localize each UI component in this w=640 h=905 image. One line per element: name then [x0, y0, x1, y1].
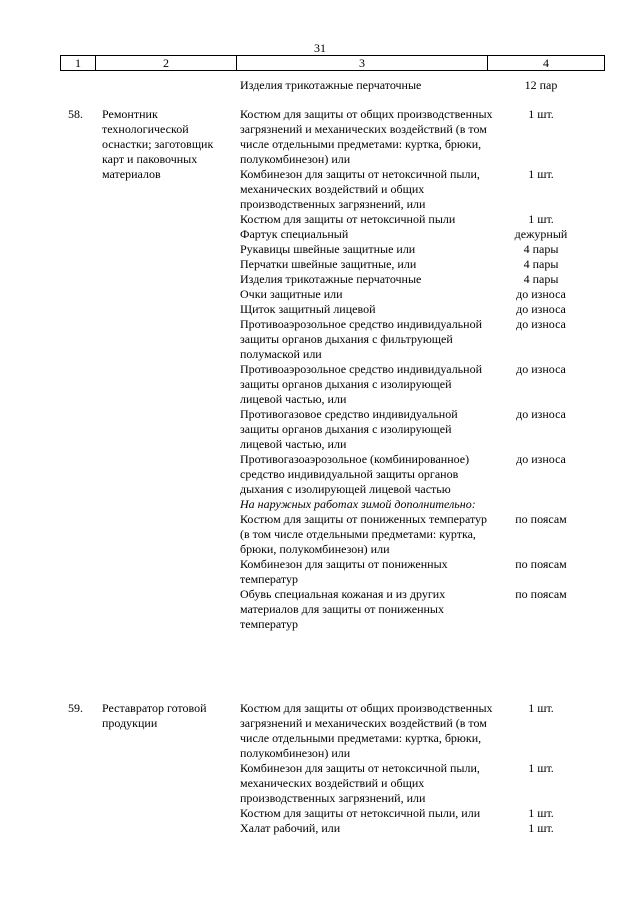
- list-item: [240, 107, 580, 167]
- item-qty: до износа: [516, 302, 566, 316]
- item-qty: дежурный: [514, 227, 568, 241]
- item-qty: до износа: [516, 362, 566, 376]
- item-name: Костюм для защиты от пониженных температур (в том числе отдельными предметами: куртка, брюки, полукомбинезон) или: [240, 512, 488, 556]
- list-item: [240, 167, 580, 212]
- item-name: Халат рабочий, или: [240, 821, 341, 835]
- item-qty: 1 шт.: [528, 212, 554, 226]
- item-qty: [494, 497, 580, 512]
- item-name: На наружных работах зимой дополнительно:: [240, 497, 476, 511]
- list-item: [240, 272, 580, 287]
- item-name: Противогазоаэрозольное (комбинированное) средство индивидуальной защиты органов дыхания с изолирующей лицевой частью: [240, 452, 470, 496]
- list-item: [240, 452, 580, 497]
- page-number: 31: [314, 41, 326, 55]
- item-name: Костюм для защиты от общих производственных загрязнений и механических воздействий (в том числе отдельными предметами: куртка, брюки, полукомбинезон) или: [240, 701, 493, 760]
- item-qty: 4 пары: [523, 257, 559, 271]
- item-qty: 1 шт.: [528, 107, 554, 121]
- item-name: Противогазовое средство индивидуальной защиты органов дыхания с изолирующей лицевой частью, или: [240, 407, 458, 451]
- table-header: [60, 55, 605, 71]
- item-qty: 1 шт.: [528, 701, 554, 715]
- list-item: [240, 227, 580, 242]
- list-item: [240, 257, 580, 272]
- list-item: [240, 821, 580, 836]
- item-name: Противоаэрозольное средство индивидуальной защиты органов дыхания с фильтрующей полумаской или: [240, 317, 482, 361]
- item-name: Фартук специальный: [240, 227, 349, 241]
- item-name: Комбинезон для защиты от пониженных температур: [240, 557, 448, 586]
- entry-number: 58.: [68, 107, 83, 121]
- list-item: [240, 512, 580, 557]
- item-qty: 1 шт.: [528, 167, 554, 181]
- item-qty: 1 шт.: [528, 821, 554, 835]
- item-qty: до износа: [516, 287, 566, 301]
- item-name: Щиток защитный лицевой: [240, 302, 376, 316]
- entry-number: 59.: [68, 701, 83, 715]
- item-qty: 4 пары: [523, 272, 559, 286]
- item-qty: до износа: [516, 317, 566, 331]
- list-item: [240, 587, 580, 632]
- item-qty: до износа: [516, 452, 566, 466]
- list-item: [240, 302, 580, 317]
- list-item: [240, 287, 580, 302]
- item-qty: по поясам: [515, 587, 567, 601]
- list-item: [240, 557, 580, 587]
- list-item: [240, 761, 580, 806]
- list-item: [240, 362, 580, 407]
- items-list: [240, 107, 580, 632]
- list-item: [240, 407, 580, 452]
- item-name: Перчатки швейные защитные, или: [240, 257, 417, 271]
- item-name: Изделия трикотажные перчаточные: [240, 272, 422, 286]
- items-list: [240, 701, 580, 836]
- list-item: [240, 806, 580, 821]
- list-item: [240, 78, 580, 93]
- header-col-1: 1: [61, 56, 96, 70]
- item-qty: 1 шт.: [528, 806, 554, 820]
- item-name: Комбинезон для защиты от нетоксичной пыли, механических воздействий и общих производственных загрязнений, или: [240, 761, 480, 805]
- item-qty: по поясам: [515, 557, 567, 571]
- header-col-2: 2: [96, 56, 237, 70]
- item-name: Костюм для защиты от нетоксичной пыли, или: [240, 806, 481, 820]
- header-col-3: 3: [237, 56, 488, 70]
- item-qty: 1 шт.: [528, 761, 554, 775]
- item-name: Изделия трикотажные перчаточные: [240, 78, 422, 92]
- item-name: Очки защитные или: [240, 287, 343, 301]
- list-item: [240, 317, 580, 362]
- item-qty: 12 пар: [524, 78, 558, 92]
- item-name: Костюм для защиты от нетоксичной пыли: [240, 212, 456, 226]
- list-item: [240, 242, 580, 257]
- item-qty: по поясам: [515, 512, 567, 526]
- item-name: Противоаэрозольное средство индивидуальной защиты органов дыхания с изолирующей лицевой частью, или: [240, 362, 482, 406]
- profession-name: Реставратор готовой продукции: [102, 701, 207, 730]
- item-name: Рукавицы швейные защитные или: [240, 242, 416, 256]
- item-qty: 4 пары: [523, 242, 559, 256]
- profession-name: Ремонтник технологической оснастки; заготовщик карт и паковочных материалов: [102, 107, 214, 181]
- list-item: [240, 701, 580, 761]
- item-name: Костюм для защиты от общих производственных загрязнений и механических воздействий (в том числе отдельными предметами: куртка, брюки, полукомбинезон) или: [240, 107, 493, 166]
- item-name: Обувь специальная кожаная и из других материалов для защиты от пониженных температур: [240, 587, 446, 631]
- header-col-4: 4: [543, 56, 549, 70]
- item-qty: до износа: [516, 407, 566, 421]
- list-item: [240, 212, 580, 227]
- item-name: Комбинезон для защиты от нетоксичной пыли, механических воздействий и общих производственных загрязнений, или: [240, 167, 480, 211]
- section-subheading: [240, 497, 580, 512]
